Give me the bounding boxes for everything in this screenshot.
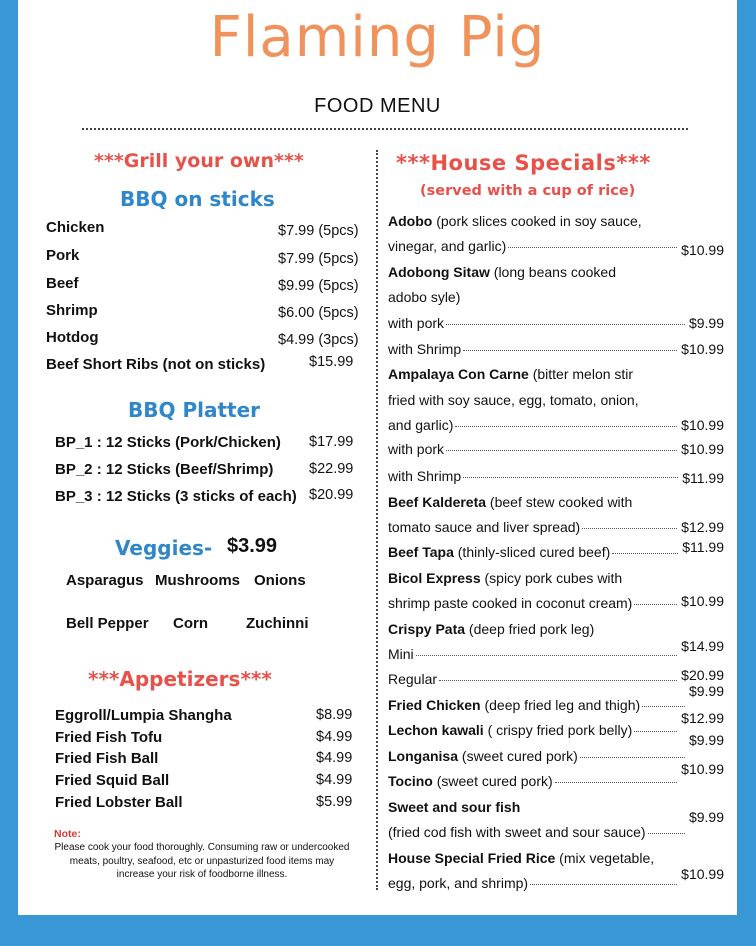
special-line: [388, 238, 724, 260]
special-item-price: $9.99: [688, 683, 724, 699]
house-specials-heading: ***House Specials***: [396, 151, 651, 175]
leader-dots: [463, 477, 678, 478]
special-item-description: tomato sauce and liver spread): [388, 519, 581, 535]
special-item-price: $10.99: [681, 417, 724, 433]
bbq-item-name: Shrimp: [46, 302, 98, 319]
appetizer-name: Fried Fish Tofu: [55, 729, 163, 746]
special-line: [388, 683, 724, 719]
veggie-item: Corn: [173, 615, 208, 632]
special-item-description: Regular: [388, 671, 438, 687]
special-item-description: with pork: [388, 441, 445, 457]
veggie-item: Onions: [254, 572, 306, 589]
bbq-item-price: $15.99: [309, 354, 354, 370]
special-item-price: $10.99: [681, 341, 724, 357]
appetizer-price: $8.99: [316, 707, 353, 723]
bbq-sticks-heading: BBQ on sticks: [120, 187, 275, 211]
special-item-description: egg, pork, and shrimp): [388, 875, 529, 891]
special-line: [388, 519, 724, 541]
leader-dots: [508, 247, 677, 248]
note-text: Please cook your food thoroughly. Consuming raw or undercooked meats, poultry, seafood, etc or unpasturized food items may increase your risk of foodborne illness.: [54, 842, 350, 880]
appetizers-heading: ***Appetizers***: [88, 667, 272, 691]
special-item-name: Crispy Pata: [388, 621, 466, 637]
veggie-item: Bell Pepper: [66, 615, 149, 632]
note-title: Note:: [54, 828, 81, 840]
leader-dots: [634, 604, 677, 605]
platter-item-price: $20.99: [309, 487, 354, 503]
special-item-description: (pork slices cooked in soy sauce,: [432, 213, 642, 229]
special-item-price: $12.99: [681, 519, 724, 535]
appetizer-name: Fried Squid Ball: [55, 772, 170, 789]
special-item-description: (sweet cured pork): [458, 748, 578, 764]
special-line: [388, 866, 724, 897]
bbq-item-price: $4.99 (3pcs): [278, 332, 359, 348]
special-item-price: $9.99: [688, 315, 724, 331]
special-item-description: (deep fried pork leg): [465, 621, 595, 637]
veggie-item: Zuchinni: [246, 615, 309, 632]
special-line: [388, 441, 724, 463]
special-line: [388, 570, 724, 592]
special-line: [388, 539, 724, 566]
leader-dots: [439, 680, 677, 681]
special-item-price: $11.99: [682, 470, 724, 486]
special-item-description: vinegar, and garlic): [388, 238, 507, 254]
special-item-price: $20.99: [681, 667, 724, 683]
special-item-name: Ampalaya Con Carne: [388, 366, 529, 382]
special-item-name: Lechon kawali: [388, 722, 484, 738]
special-item-description: (deep fried leg and thigh): [480, 697, 641, 713]
special-item-price: $11.99: [682, 539, 724, 555]
leader-dots: [446, 450, 677, 451]
bbq-item-name: Pork: [46, 247, 80, 264]
leader-dots: [455, 426, 677, 427]
bbq-item-price: $9.99 (5pcs): [278, 278, 359, 294]
platter-item-price: $22.99: [309, 461, 354, 477]
appetizer-name: Eggroll/Lumpia Shangha: [55, 707, 232, 724]
menu-subtitle: FOOD MENU: [314, 95, 441, 117]
special-line: [388, 638, 724, 668]
bbq-item-name: Hotdog: [46, 329, 99, 346]
special-item-description: (spicy pork cubes with: [480, 570, 623, 586]
special-item-description: (beef stew cooked with: [486, 494, 633, 510]
special-line: [388, 366, 724, 388]
bbq-item-name: Chicken: [46, 219, 105, 236]
special-line: [388, 595, 724, 617]
special-line: [388, 289, 724, 311]
leader-dots: [648, 833, 685, 834]
bbq-item-name: Beef: [46, 275, 79, 292]
special-line: [388, 761, 724, 795]
platter-item-name: BP_1 : 12 Sticks (Pork/Chicken): [55, 434, 281, 451]
special-item-description: Mini: [388, 646, 414, 662]
special-item-name: Beef Kaldereta: [388, 494, 487, 510]
leader-dots: [416, 655, 678, 656]
veggies-heading: Veggies-: [115, 536, 213, 560]
special-item-price: $10.99: [681, 761, 724, 777]
leader-dots: [530, 884, 677, 885]
special-item-description: ( crispy fried pork belly): [483, 722, 633, 738]
special-item-description: (thinly-sliced cured beef): [453, 544, 611, 560]
appetizer-name: Fried Fish Ball: [55, 750, 159, 767]
special-line: [388, 850, 724, 872]
leader-dots: [463, 350, 677, 351]
leader-dots: [612, 553, 678, 554]
special-line: [388, 710, 724, 744]
special-item-name: Tocino: [388, 773, 433, 789]
platter-item-name: BP_2 : 12 Sticks (Beef/Shrimp): [55, 461, 274, 478]
special-item-price: $10.99: [681, 866, 724, 882]
veggie-item: Asparagus: [66, 572, 144, 589]
special-item-name: Longanisa: [388, 748, 459, 764]
special-item-description: (fried cod fish with sweet and sour sauce): [388, 824, 646, 840]
appetizer-name: Fried Lobster Ball: [55, 794, 183, 811]
special-item-description: with Shrimp: [388, 468, 462, 484]
special-item-description: fried with soy sauce, egg, tomato, onion,: [388, 392, 639, 408]
special-item-price: $10.99: [681, 593, 724, 609]
special-line: [388, 392, 724, 414]
special-item-name: Adobong Sitaw: [388, 264, 490, 280]
special-line: [388, 732, 724, 770]
special-line: [388, 799, 724, 821]
special-line: [388, 341, 724, 363]
special-item-name: Bicol Express: [388, 570, 481, 586]
special-item-price: $10.99: [681, 441, 724, 457]
restaurant-title: Flaming Pig: [209, 5, 546, 70]
bbq-item-price: $7.99 (5pcs): [278, 223, 359, 239]
special-item-name: House Special Fried Rice: [388, 850, 556, 866]
special-item-price: $9.99: [688, 732, 724, 748]
platter-item-price: $17.99: [309, 434, 354, 450]
special-item-description: (bitter melon stir: [528, 366, 634, 382]
special-item-description: and garlic): [388, 417, 454, 433]
leader-dots: [642, 706, 685, 707]
column-divider: [376, 150, 378, 890]
bbq-item-price: $7.99 (5pcs): [278, 251, 359, 267]
special-line: [388, 315, 724, 337]
special-line: [388, 494, 724, 516]
platter-item-name: BP_3 : 12 Sticks (3 sticks of each): [55, 488, 297, 505]
leader-dots: [446, 324, 685, 325]
appetizer-price: $4.99: [316, 772, 353, 788]
special-line: [388, 417, 724, 439]
special-item-description: adobo syle): [388, 289, 461, 305]
leader-dots: [634, 731, 677, 732]
special-item-description: (sweet cured pork): [432, 773, 553, 789]
special-line: [388, 809, 724, 846]
special-line: [388, 213, 724, 235]
special-line: [388, 621, 724, 643]
special-item-description: (long beans cooked: [489, 264, 616, 280]
bbq-platter-heading: BBQ Platter: [128, 398, 261, 422]
special-line: [388, 264, 724, 286]
special-item-price: $12.99: [681, 710, 724, 726]
house-specials-subheading: (served with a cup of rice): [420, 183, 636, 199]
special-item-price: $14.99: [681, 638, 724, 654]
special-item-description: with pork: [388, 315, 445, 331]
appetizer-price: $4.99: [316, 729, 353, 745]
special-item-description: (mix vegetable,: [555, 850, 655, 866]
special-item-name: Sweet and sour fish: [388, 799, 521, 815]
special-item-name: Adobo: [388, 213, 433, 229]
special-item-name: Beef Tapa: [388, 544, 454, 560]
grill-heading: ***Grill your own***: [94, 150, 304, 172]
veggie-item: Mushrooms: [155, 572, 241, 589]
leader-dots: [580, 757, 685, 758]
special-line: [388, 468, 724, 490]
menu-sheet: [18, 0, 737, 915]
appetizer-price: $4.99: [316, 750, 353, 766]
veggies-price: $3.99: [227, 535, 278, 557]
special-item-name: Fried Chicken: [388, 697, 481, 713]
special-line: [388, 667, 724, 693]
bbq-item-price: $6.00 (5pcs): [278, 305, 359, 321]
appetizer-price: $5.99: [316, 794, 353, 810]
bbq-item-name: Beef Short Ribs (not on sticks): [46, 356, 266, 373]
header-divider: [82, 128, 688, 130]
leader-dots: [582, 528, 677, 529]
special-item-price: $10.99: [681, 242, 724, 258]
special-item-price: $9.99: [688, 809, 724, 825]
special-item-description: shrimp paste cooked in coconut cream): [388, 595, 633, 611]
leader-dots: [555, 782, 678, 783]
special-item-description: with Shrimp: [388, 341, 462, 357]
